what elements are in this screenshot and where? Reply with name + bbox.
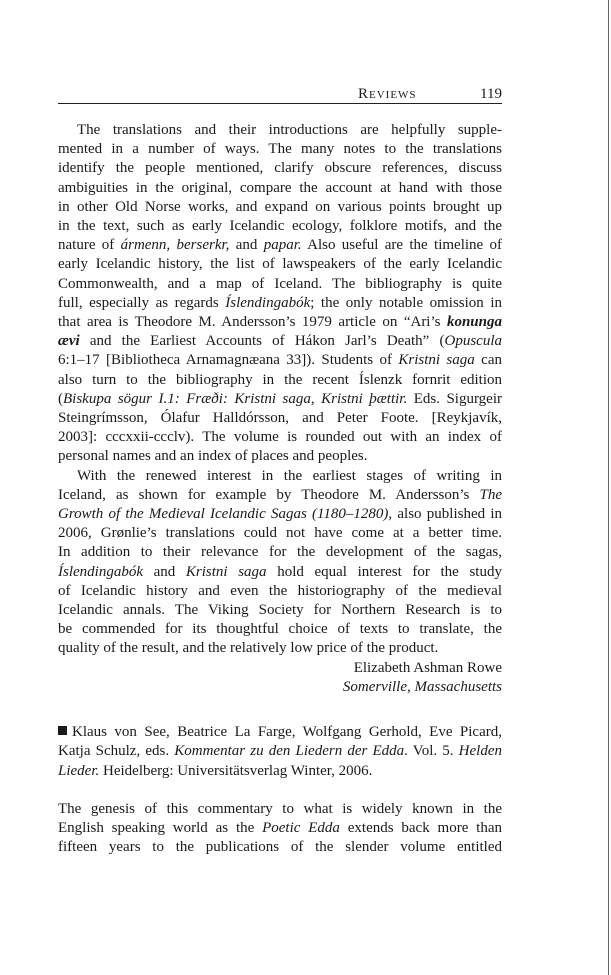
text-line: be commended for its thoughtful choice of texts to translate, the: [58, 621, 502, 638]
text-line: Lieder. Heidelberg: Universitätsverlag Winter, 2006.: [58, 762, 373, 779]
text-line: (Biskupa sögur I.1: Fræði: Kristni saga, Kristni þættir. Eds. Sigurgeir: [58, 390, 502, 407]
reviewer-signature: [58, 659, 502, 697]
text-line: 2003]: cccxxii-ccclv). The volume is rounded out with an index of: [58, 429, 502, 446]
text-line: Íslendingabók and Kristni saga hold equal interest for the study: [58, 563, 502, 580]
text-line: Katja Schulz, eds. Kommentar zu den Liedern der Edda. Vol. 5. Helden: [58, 743, 502, 760]
text-line: nature of ármenn, berserkr, and papar. Also useful are the timeline of: [58, 237, 502, 254]
text-line: Iceland, as shown for example by Theodore M. Andersson’s The: [58, 486, 502, 503]
square-bullet-icon: [58, 726, 67, 735]
paragraph-genesis: [58, 800, 502, 858]
header-rule: [58, 103, 502, 104]
text-line: English speaking world as the Poetic Edda extends back more than: [58, 819, 503, 836]
page-edge-line: [608, 0, 609, 975]
text-line: Klaus von See, Beatrice La Farge, Wolfgang Gerhold, Eve Picard,: [58, 723, 502, 742]
text-line: The genesis of this commentary to what is widely known in the: [58, 800, 502, 817]
page-number: 119: [480, 86, 502, 102]
text-line: The translations and their introductions are helpfully supple-: [77, 122, 502, 138]
text-line: early Icelandic history, the list of lawspeakers of the early Icelandic: [58, 256, 502, 273]
text-line: identify the people mentioned, clarify obscure references, discuss: [58, 160, 502, 177]
reviewer-affiliation: Somerville, Massachusetts: [342, 678, 502, 695]
text-line: full, especially as regards Íslendingabók; the only notable omission in: [58, 294, 502, 311]
paragraph-translations: [58, 121, 502, 467]
text-line: With the renewed interest in the earliest stages of writing in: [77, 467, 502, 484]
text-line: that area is Theodore M. Andersson’s 1979 article on “Ari’s konunga: [58, 314, 502, 331]
text-line: ævi and the Earliest Accounts of Hákon Jarl’s Death” (Opuscula: [58, 333, 502, 350]
running-header: [58, 86, 502, 104]
text-line: Steingrímsson, Ólafur Halldórsson, and Peter Foote. [Reykjavík,: [58, 410, 502, 427]
text-line: quality of the result, and the relatively low price of the product.: [58, 640, 439, 657]
text-line: In addition to their relevance for the development of the sagas,: [58, 544, 502, 561]
text-line: Commonwealth, and a map of Iceland. The bibliography is quite: [58, 275, 502, 292]
article-body: [58, 121, 502, 857]
text-line: Icelandic annals. The Viking Society for Northern Research is to: [58, 602, 502, 619]
text-line: Growth of the Medieval Icelandic Sagas (1180–1280), also published in: [58, 506, 502, 523]
text-line: personal names and an index of places and peoples.: [58, 448, 368, 465]
text-line: 2006, Grønlie’s translations could not have come at a better time.: [58, 525, 502, 542]
text-line: mented in a number of ways. The many notes to the translations: [58, 141, 502, 158]
text-line: also turn to the bibliography in the recent Íslenzk fornrit edition: [58, 371, 502, 388]
running-title: Reviews: [358, 86, 417, 102]
text-line: in other Old Norse works, and expand on various points brought up: [58, 198, 502, 215]
book-citation: [58, 723, 502, 781]
text-line: 6:1–17 [Bibliotheca Arnamagnæana 33]). Students of Kristni saga can: [58, 352, 502, 369]
text-line: ambiguities in the original, compare the account at hand with those: [58, 179, 502, 196]
reviewer-name: Elizabeth Ashman Rowe: [353, 659, 502, 676]
text-line: fifteen years to the publications of the slender volume entitled: [58, 839, 502, 856]
text-line: in the text, such as early Icelandic ecology, folklore motifs, and the: [58, 218, 502, 235]
paragraph-renewed-interest: [58, 467, 502, 659]
text-line: of Icelandic history and even the historiography of the medieval: [58, 582, 502, 599]
